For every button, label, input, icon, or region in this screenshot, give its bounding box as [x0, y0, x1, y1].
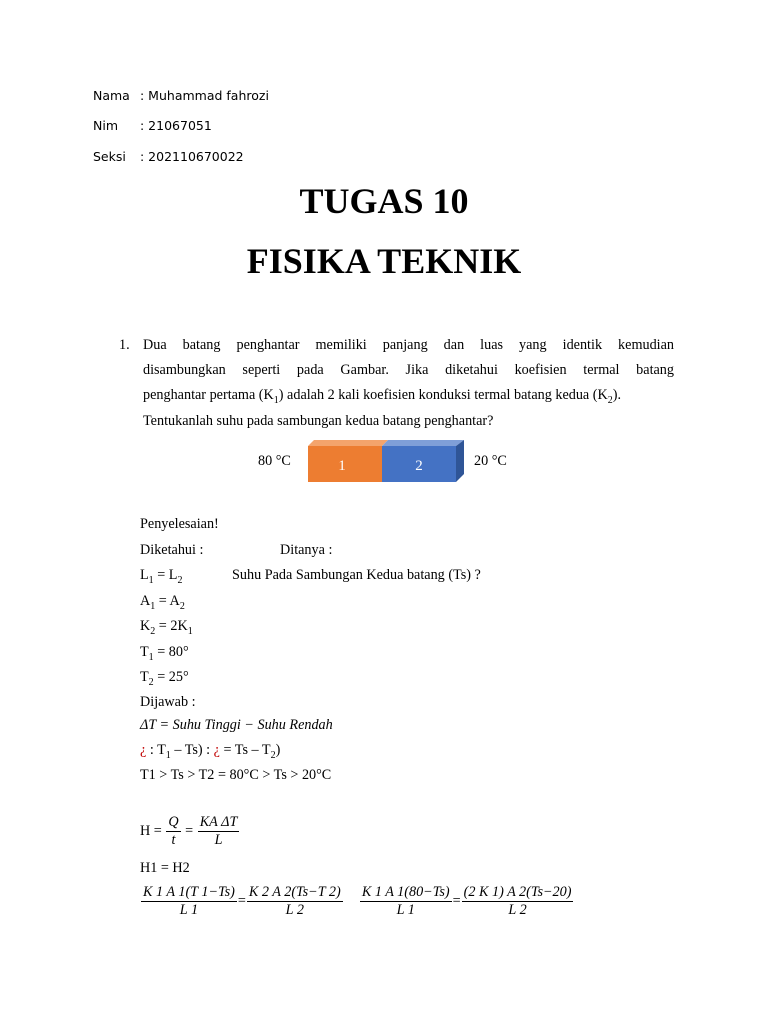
- question-line-3: penghantar pertama $(K_1)$ adalah 2 kali koefisien konduksi termal batang kedua $(K_2)$.: [143, 387, 622, 406]
- known-length: $L_1 = L_2$: [140, 567, 183, 586]
- answer-heading: Dijawab :: [140, 694, 196, 710]
- heat-rate-equation: H = $\frac{Q}{t}$ = $\frac{\text{KA ΔT}}{L}$: [140, 814, 238, 848]
- solution-heading: Penyelesaian!: [140, 516, 219, 532]
- question-line-4: Tentukanlah suhu pada sambungan kedua batang penghantar?: [143, 413, 494, 429]
- asked-heading: Ditanya :: [280, 542, 333, 558]
- conduction-balance-equations: $\frac{K 1 A 1(T 1-Ts)}{L 1}$ = $\frac{K 2 A 2(Ts-T 2)}{L 2}$ $\frac{K 1 A 1(80-Ts)}{L 1}$ = $\frac{(2 K 1) A 2(Ts-20)}{L 2}$: [143, 884, 572, 918]
- known-conductivity: $K_2 = 2K_1$: [140, 618, 193, 637]
- bar-1-top-face: [308, 440, 388, 446]
- known-t2: $T_2 = 25^\circ$: [140, 669, 189, 688]
- temperature-range-line: ¿ : $T_1 - Ts$) : ¿ = Ts – $T_2$): [140, 742, 281, 761]
- fraction-ka-delta-t-over-l: $\frac{\text{KA ΔT}}{L}$: [199, 814, 238, 848]
- page-title-line1: TUGAS 10: [299, 181, 469, 221]
- page-title-line2: FISIKA TEKNIK: [246, 241, 522, 281]
- known-heading: Diketahui :: [140, 542, 204, 558]
- known-t1: $T_1 = 80^\circ$: [140, 644, 189, 663]
- nama-label: Nama: [93, 88, 130, 103]
- right-temperature-label: 20 °C: [474, 453, 507, 469]
- seksi-value: : 202110670022: [140, 149, 244, 164]
- question-number: 1.: [119, 337, 130, 353]
- fraction-2k1a2-20: $\frac{(2 K 1) A 2(Ts-20)}{L 2}$: [463, 884, 572, 918]
- seksi-label: Seksi: [93, 149, 126, 164]
- left-temperature-label: 80 °C: [258, 453, 291, 469]
- bar-1-label: 1: [338, 458, 346, 474]
- question-line-2: disambungkan seperti pada Gambar. Jika diketahui koefisien termal batang: [143, 362, 674, 378]
- bar-2-label: 2: [415, 458, 423, 474]
- fraction-q-over-t: $\frac{Q}{t}$: [168, 814, 179, 848]
- known-area: $A_1 = A_2$: [140, 593, 185, 612]
- bar-2-top-face: [382, 440, 464, 446]
- fraction-k1a1-80: $\frac{K 1 A 1(80-Ts)}{L 1}$: [361, 884, 450, 918]
- conductor-bars-figure: [300, 440, 470, 486]
- nim-value: : 21067051: [140, 118, 212, 133]
- nim-label: Nim: [93, 118, 118, 133]
- bar-2-side-face: [456, 440, 464, 482]
- temperature-order-line: T1 > Ts > T2 = 80°C > Ts > 20°C: [140, 767, 332, 783]
- fraction-k2a2: $\frac{K 2 A 2(Ts-T 2)}{L 2}$: [248, 884, 341, 918]
- asked-text: Suhu Pada Sambungan Kedua batang (Ts) ?: [232, 567, 481, 583]
- nama-value: : Muhammad fahrozi: [140, 88, 269, 103]
- fraction-k1a1: $\frac{K 1 A 1(T 1-Ts)}{L 1}$: [143, 884, 235, 918]
- question-line-1: Dua batang penghantar memiliki panjang dan luas yang identik kemudian: [143, 337, 674, 353]
- delta-t-equation: ΔT = Suhu Tinggi − Suhu Rendah: [140, 717, 333, 733]
- h1-equals-h2: H1 = H2: [140, 860, 190, 876]
